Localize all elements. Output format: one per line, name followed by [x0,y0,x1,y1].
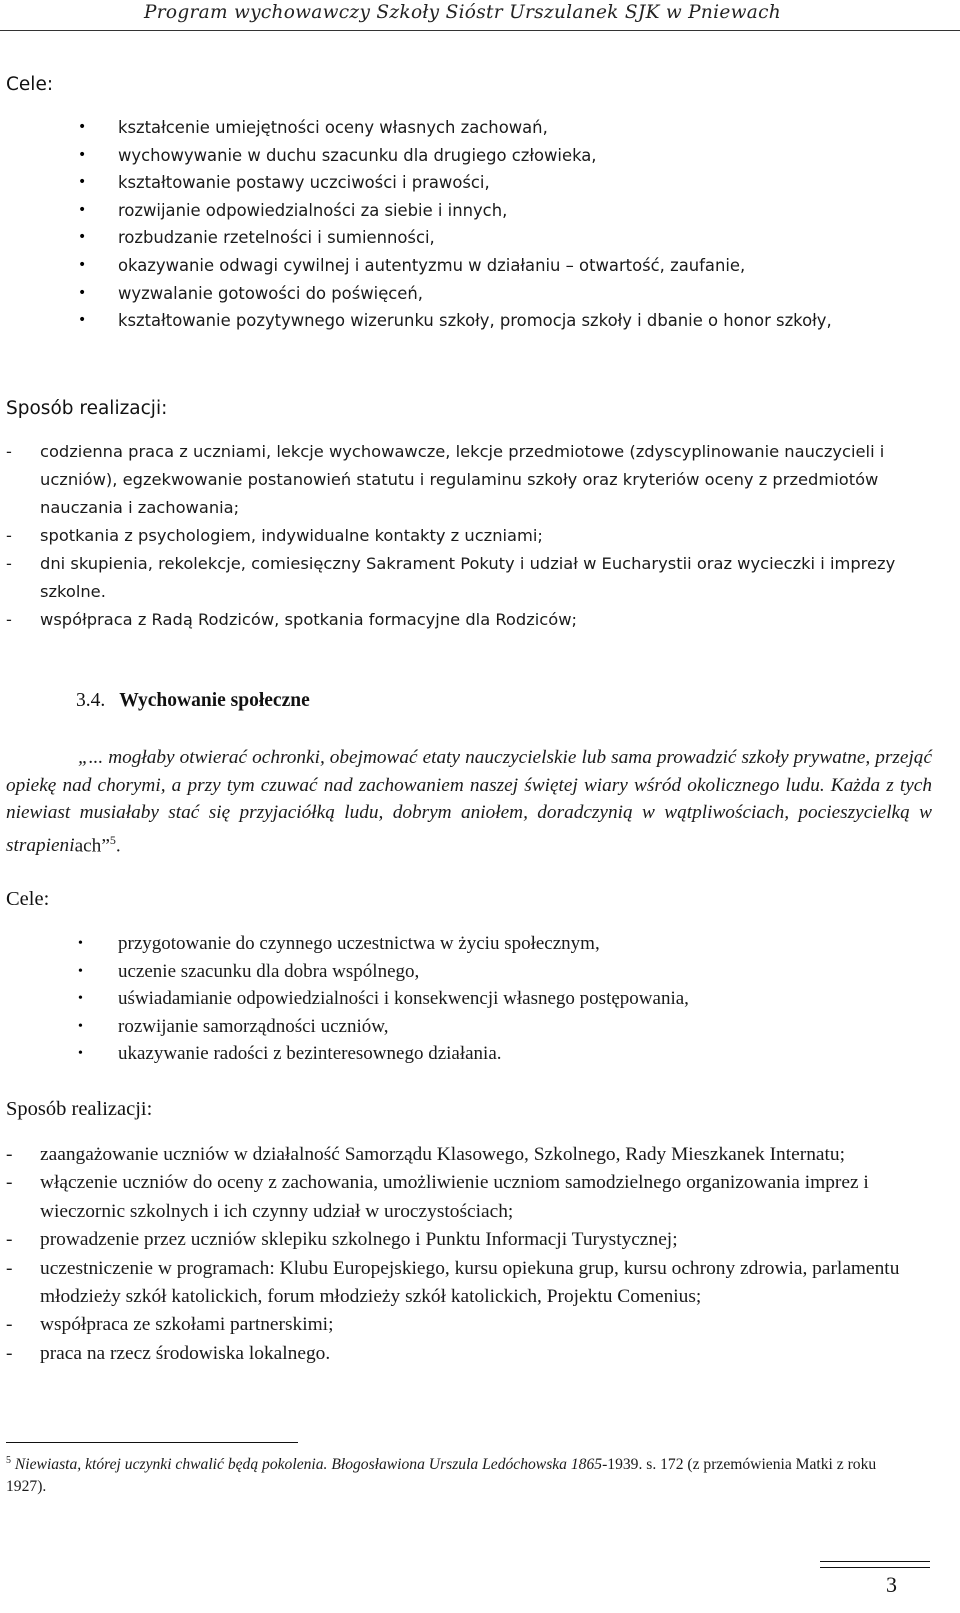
goal-text: rozbudzanie rzetelności i sumienności, [118,228,435,248]
bullet-icon: • [78,1046,83,1062]
list-item [76,280,956,308]
page-number-rule-top [820,1561,930,1562]
list-item [76,307,956,335]
goal-text: uświadamianie odpowiedzialności i konsekwencji własnego postępowania, [118,988,689,1010]
quote-text: „... mogłaby otwierać ochronki, obejmować etaty nauczycielskie lub sama prowadzić szkoły prywatne, przejąć opiekę nad chorymi, a przy tym czuwać nad zachowaniem naszej świętej wiary wśród okolicznego ludu. Każda z tych niewiast musiałaby stać się przyjaciółką ludu, dobrym aniołem, doradczynią w wątpliwościach, pocieszycielką w strapieni [6,747,932,857]
list-item [76,930,956,958]
goal-text: rozwijanie samorządności uczniów, [118,1015,389,1037]
bullet-icon: • [78,312,87,329]
footnote [6,1450,906,1498]
goal-text: wychowywanie w duchu szacunku dla drugiego człowieka, [118,145,597,165]
method-text: uczestniczenie w programach: Klubu Europejskiego, kursu opiekuna grup, kursu ochrony zdrowia, parlamentu młodzieży szkół katolickich, forum młodzieży szkół katolickich, Projektu Comenius; [40,1257,900,1308]
method-text: codzienna praca z uczniami, lekcje wychowawcze, lekcje przedmiotowe (zdyscyplinowanie nauczycieli i uczniów), egzekwowanie postanowień statutu i regulaminu szkoły oraz kryteriów oceny z przedmiotów nauczania i zachowania; [40,442,885,517]
dash-marker: - [6,1342,13,1364]
goal-text: kształcenie umiejętności oceny własnych zachowań, [118,118,548,137]
bullet-icon: • [78,963,83,979]
list-item [76,197,956,225]
list-item [76,958,956,986]
page-number: 3 [886,1572,897,1597]
bullet-icon: • [78,936,83,951]
section-number: 3.4. [76,690,106,711]
goal-text: ukazywanie radości z bezinteresownego działania. [118,1043,502,1065]
footnote-separator [6,1442,298,1443]
goals-list-2 [76,930,956,1068]
methods-heading-1: Sposób realizacji: [6,398,168,419]
list-item [76,252,956,280]
methods-list-2 [6,1141,926,1368]
goal-text: kształtowanie pozytywnego wizerunku szkoły, promocja szkoły i dbanie o honor szkoły, [118,311,832,331]
list-item [6,1169,926,1226]
method-text: prowadzenie przez uczniów sklepiku szkolnego i Punktu Informacji Turystycznej; [40,1229,678,1251]
bullet-icon: • [78,119,87,135]
dash-marker: - [6,554,12,573]
method-text: zaangażowanie uczniów w działalność Samorządu Klasowego, Szkolnego, Rady Mieszkanek Internatu; [40,1144,845,1165]
dash-marker: - [6,526,12,545]
footnote-italic-text: Niewiasta, której uczynki chwalić będą pokolenia. Błogosławiona Urszula Ledóchowska 1865 [14,1456,603,1474]
list-item [6,550,926,606]
bullet-icon: • [78,201,87,218]
bullet-icon: • [78,256,87,273]
footnote-reference: 5 [109,832,116,847]
bullet-icon: • [78,1018,83,1034]
quote-paragraph [6,744,932,860]
bullet-icon: • [78,284,87,301]
bullet-icon: • [78,229,87,246]
quote-tail: ach” [74,835,110,857]
method-text: współpraca ze szkołami partnerskimi; [40,1314,334,1336]
list-item [6,1340,926,1368]
list-item [6,522,926,550]
goal-text: przygotowanie do czynnego uczestnictwa w życiu społecznym, [118,933,600,954]
page-header [0,0,960,31]
bullet-icon: • [78,991,83,1007]
goal-text: rozwijanie odpowiedzialności za siebie i innych, [118,200,508,220]
dash-marker: - [6,610,12,629]
method-text: spotkania z psychologiem, indywidualne kontakty z uczniami; [40,526,543,545]
dash-marker: - [6,442,12,461]
method-text: współpraca z Radą Rodziców, spotkania formacyjne dla Rodziców; [40,610,578,629]
methods-heading-2: Sposób realizacji: [6,1098,153,1120]
list-item [6,1311,926,1339]
dash-marker: - [6,1172,13,1194]
list-item [6,606,926,634]
quote-end: . [115,835,121,857]
dash-marker: - [6,1257,13,1279]
dash-marker: - [6,1144,13,1165]
list-item [76,169,956,197]
list-item [6,1255,926,1312]
goal-text: okazywanie odwagi cywilnej i autentyzmu w działaniu – otwartość, zaufanie, [118,255,746,275]
section-heading: Wychowanie społeczne [119,690,310,711]
method-text: praca na rzecz środowiska lokalnego. [40,1342,331,1364]
list-item [76,224,956,252]
section-title [76,690,310,712]
dash-marker: - [6,1229,13,1251]
goal-text: kształtowanie postawy uczciwości i prawości, [118,173,490,193]
dash-marker: - [6,1314,13,1336]
bullet-icon: • [78,174,87,191]
list-item [76,985,956,1013]
methods-list-1 [6,438,926,634]
list-item [6,1226,926,1254]
method-text: włączenie uczniów do oceny z zachowania, umożliwienie uczniom samodzielnego organizowania imprez i wieczornic szkolnych i ich czynny udział w uroczystościach; [40,1172,869,1222]
header-title: Program wychowawczy Szkoły Sióstr Urszulanek SJK w Pniewach [144,2,781,23]
footnote-marker: 5 [6,1455,11,1466]
list-item [76,142,956,170]
goal-text: uczenie szacunku dla dobra wspólnego, [118,960,420,982]
method-text: dni skupienia, rekolekcje, comiesięczny Sakrament Pokuty i udział w Eucharystii oraz wycieczki i imprezy szkolne. [40,554,896,601]
footnote-text: -1939. s. 172 (z przemówienia Matki z roku 1927). [6,1456,877,1496]
goals-heading-2: Cele: [6,888,50,910]
goals-heading-1: Cele: [6,74,54,95]
list-item [76,1013,956,1041]
goals-list-1 [76,114,956,335]
list-item [76,114,956,142]
page-number-rule-bottom [820,1567,930,1568]
goal-text: wyzwalanie gotowości do poświęceń, [118,283,423,303]
list-item [76,1040,956,1068]
list-item [6,1141,926,1169]
bullet-icon: • [78,146,87,163]
list-item [6,438,926,522]
